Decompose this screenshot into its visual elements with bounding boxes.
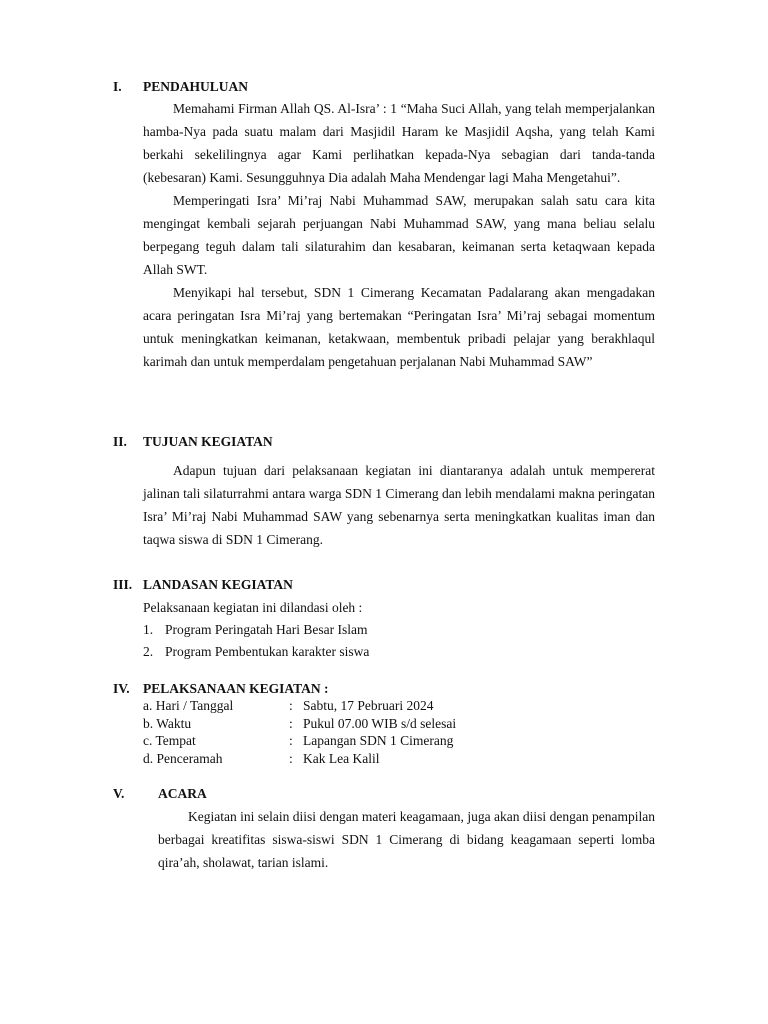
detail-label: c. Tempat — [143, 733, 196, 748]
section-3-number: III. — [113, 577, 133, 592]
section-5-body — [158, 805, 655, 874]
detail-separator: : — [289, 733, 293, 748]
section-3-intro: Pelaksanaan kegiatan ini dilandasi oleh : — [143, 600, 363, 615]
detail-row-time — [143, 715, 456, 733]
event-details-table — [143, 697, 456, 767]
section-4-heading — [113, 681, 413, 697]
list-item-text: Program Pembentukan karakter siswa — [165, 644, 370, 659]
section-1-paragraph-1: Memahami Firman Allah QS. Al-Isra’ : 1 “Maha Suci Allah, yang telah memperjalankan hamba-Nya pada suatu malam dari Masjidil Haram ke Masjidil Aqsha, yang telah Kami berkahi sekelilingnya agar Kami perlihatkan kepada-Nya sebagian dari tanda-tanda (kebesaran) Kami. Sesungguhnya Dia adalah Maha Mendengar lagi Maha Mengetahui”. — [143, 101, 655, 185]
section-4-title: PELAKSANAAN KEGIATAN : — [143, 681, 329, 696]
section-1-paragraph-3: Menyikapi hal tersebut, SDN 1 Cimerang Kecamatan Padalarang akan mengadakan acara peringatan Isra Mi’raj yang bertemakan “Peringatan Isra’ Mi’raj sebagai momentum untuk meningkatkan keimanan, ketakwaan, membentuk pribadi pelajar yang berakhlaqul karimah dan untuk memperdalam pengetahuan perjalanan Nabi Muhammad SAW” — [143, 285, 655, 369]
section-4-number: IV. — [113, 681, 130, 696]
detail-separator: : — [289, 698, 293, 713]
section-2-heading — [113, 434, 413, 450]
section-1-number: I. — [113, 79, 122, 94]
section-1-heading — [113, 79, 413, 95]
section-2-body — [143, 459, 655, 551]
list-item — [143, 644, 369, 660]
detail-value: Kak Lea Kalil — [303, 750, 380, 766]
section-1-body — [143, 97, 655, 373]
detail-row-date — [143, 697, 456, 715]
list-item — [143, 622, 367, 638]
detail-value: Sabtu, 17 Pebruari 2024 — [303, 698, 434, 713]
list-item-number: 1. — [143, 622, 154, 637]
detail-row-speaker — [143, 750, 456, 768]
section-5-heading — [113, 786, 413, 802]
section-2-paragraph-1: Adapun tujuan dari pelaksanaan kegiatan ini diantaranya adalah untuk mempererat jalinan tali silaturrahmi antara warga SDN 1 Cimerang dan lebih mendalami makna peringatan Isra’ Mi’raj Nabi Muhammad SAW yang sebenarnya serta meningkatkan kualitas iman dan taqwa siswa di SDN 1 Cimerang. — [143, 463, 655, 547]
section-3-title: LANDASAN KEGIATAN — [143, 577, 293, 592]
list-item-number: 2. — [143, 644, 154, 659]
detail-row-place — [143, 732, 456, 750]
detail-label: a. Hari / Tanggal — [143, 698, 234, 713]
section-5-title: ACARA — [158, 786, 207, 801]
section-1-paragraph-2: Memperingati Isra’ Mi’raj Nabi Muhammad SAW, merupakan salah satu cara kita mengingat kembali sejarah perjuangan Nabi Muhammad SAW, yang mana beliau selalu berpegang teguh dalam tali silaturahim dan kesabaran, keimanan serta ketaqwaan kepada Allah SWT. — [143, 193, 655, 277]
section-2-title: TUJUAN KEGIATAN — [143, 434, 273, 449]
detail-label: d. Penceramah — [143, 750, 223, 766]
section-3-heading — [113, 577, 413, 593]
section-1-title: PENDAHULUAN — [143, 79, 249, 94]
detail-value: Lapangan SDN 1 Cimerang — [303, 733, 454, 748]
detail-value: Pukul 07.00 WIB s/d selesai — [303, 715, 457, 731]
detail-separator: : — [289, 750, 293, 766]
section-2-number: II. — [113, 434, 127, 449]
section-5-paragraph-1: Kegiatan ini selain diisi dengan materi keagamaan, juga akan diisi dengan penampilan berbagai kreatifitas siswa-siswi SDN 1 Cimerang di bidang keagamaan seperti lomba qira’ah, sholawat, tarian islami. — [158, 809, 655, 870]
section-5-number: V. — [113, 786, 125, 801]
detail-label: b. Waktu — [143, 715, 192, 731]
list-item-text: Program Peringatah Hari Besar Islam — [165, 622, 368, 637]
detail-separator: : — [289, 715, 293, 731]
